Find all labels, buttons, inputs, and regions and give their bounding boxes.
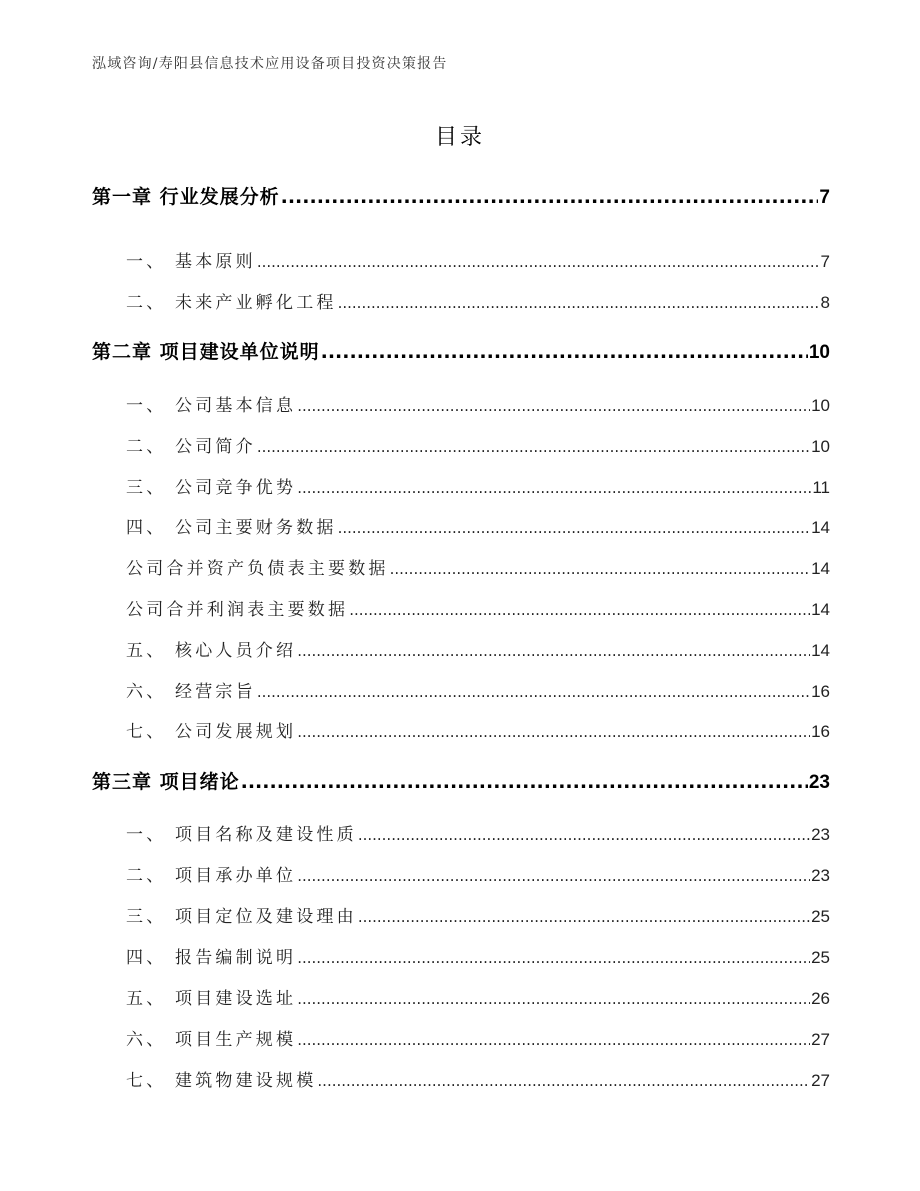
dot-leader (297, 722, 810, 742)
toc-entry-page-number: 10 (808, 342, 830, 363)
toc-chapter-entry[interactable] (92, 337, 830, 364)
dot-leader (390, 559, 810, 579)
toc-section-entry[interactable] (126, 943, 830, 968)
toc-entry-page-number: 7 (819, 187, 830, 208)
toc-section-entry[interactable] (126, 636, 830, 661)
toc-title: 目录 (434, 125, 485, 150)
toc-section-entry[interactable] (126, 391, 830, 416)
dot-leader (297, 641, 810, 661)
toc-entry-page-number: 23 (811, 866, 830, 885)
toc-section-entry[interactable] (126, 861, 830, 886)
toc-section-entry[interactable] (126, 902, 830, 927)
running-header: 泓域咨询/寿阳县信息技术应用设备项目投资决策报告 (92, 56, 448, 72)
toc-entry-page-number: 27 (811, 1030, 830, 1049)
toc-entry-page-number: 7 (820, 252, 830, 271)
toc-entry-label: 五、 项目建设选址 (126, 989, 297, 1009)
dot-leader (338, 518, 810, 538)
toc-entry-page-number: 10 (811, 437, 830, 456)
toc-entry-page-number: 8 (820, 293, 830, 312)
toc-section-entry[interactable] (126, 1066, 830, 1091)
dot-leader (321, 341, 808, 363)
toc-section-entry[interactable] (126, 595, 830, 620)
toc-entry-label: 三、 项目定位及建设理由 (126, 907, 357, 927)
toc-entry-page-number: 11 (812, 478, 830, 497)
toc-entry-label: 三、 公司竞争优势 (126, 478, 297, 498)
toc-section-entry[interactable] (126, 432, 830, 457)
dot-leader (257, 682, 810, 702)
dot-leader (257, 437, 810, 457)
toc-entry-label: 六、 经营宗旨 (126, 682, 256, 702)
toc-entry-page-number: 14 (811, 641, 830, 660)
toc-entry-label: 一、 公司基本信息 (126, 396, 297, 416)
toc-section-entry[interactable] (126, 820, 830, 845)
dot-leader (297, 948, 810, 968)
dot-leader (358, 825, 810, 845)
dot-leader (281, 186, 819, 208)
toc-entry-page-number: 10 (811, 396, 830, 415)
toc-entry-page-number: 23 (811, 825, 830, 844)
dot-leader (297, 1030, 810, 1050)
dot-leader (297, 989, 810, 1009)
toc-entry-page-number: 14 (811, 559, 830, 578)
toc-entry-page-number: 14 (811, 518, 830, 537)
toc-section-entry[interactable] (126, 717, 830, 742)
dot-leader (241, 771, 808, 793)
toc-entry-page-number: 14 (811, 600, 830, 619)
toc-entry-label: 第一章 行业发展分析 (92, 186, 280, 208)
toc-entry-page-number: 27 (811, 1071, 830, 1090)
toc-chapter-entry[interactable] (92, 182, 830, 209)
toc-entry-page-number: 25 (811, 907, 830, 926)
toc-entry-page-number: 16 (811, 682, 830, 701)
toc-entry-label: 四、 公司主要财务数据 (126, 518, 337, 538)
toc-chapter-entry[interactable] (92, 767, 830, 794)
dot-leader (338, 293, 820, 313)
toc-entry-label: 二、 公司简介 (126, 437, 256, 457)
toc-entry-label: 二、 未来产业孵化工程 (126, 293, 337, 313)
toc-entry-page-number: 23 (808, 772, 830, 793)
dot-leader (358, 907, 810, 927)
dot-leader (297, 866, 810, 886)
toc-section-entry[interactable] (126, 984, 830, 1009)
toc-entry-page-number: 16 (811, 722, 830, 741)
toc-entry-label: 第三章 项目绪论 (92, 771, 240, 793)
toc-entry-label: 七、 公司发展规划 (126, 722, 297, 742)
toc-entry-label: 六、 项目生产规模 (126, 1030, 297, 1050)
toc-entry-label: 五、 核心人员介绍 (126, 641, 297, 661)
dot-leader (297, 478, 811, 498)
toc-entry-label: 二、 项目承办单位 (126, 866, 297, 886)
toc-section-entry[interactable] (126, 247, 830, 272)
toc-section-entry[interactable] (126, 1025, 830, 1050)
toc-section-entry[interactable] (126, 554, 830, 579)
toc-entry-label: 第二章 项目建设单位说明 (92, 341, 320, 363)
toc-entry-page-number: 25 (811, 948, 830, 967)
toc-entry-label: 四、 报告编制说明 (126, 948, 297, 968)
toc-section-entry[interactable] (126, 677, 830, 702)
dot-leader (317, 1071, 810, 1091)
toc-entry-label: 公司合并利润表主要数据 (126, 600, 349, 620)
toc-section-entry[interactable] (126, 473, 830, 498)
toc-entry-label: 公司合并资产负债表主要数据 (126, 559, 389, 579)
dot-leader (257, 252, 820, 272)
dot-leader (297, 396, 810, 416)
toc-section-entry[interactable] (126, 513, 830, 538)
toc-entry-page-number: 26 (811, 989, 830, 1008)
toc-entry-label: 七、 建筑物建设规模 (126, 1071, 317, 1091)
toc-entry-label: 一、 基本原则 (126, 252, 256, 272)
toc-section-entry[interactable] (126, 288, 830, 313)
toc-entry-label: 一、 项目名称及建设性质 (126, 825, 357, 845)
dot-leader (349, 600, 810, 620)
